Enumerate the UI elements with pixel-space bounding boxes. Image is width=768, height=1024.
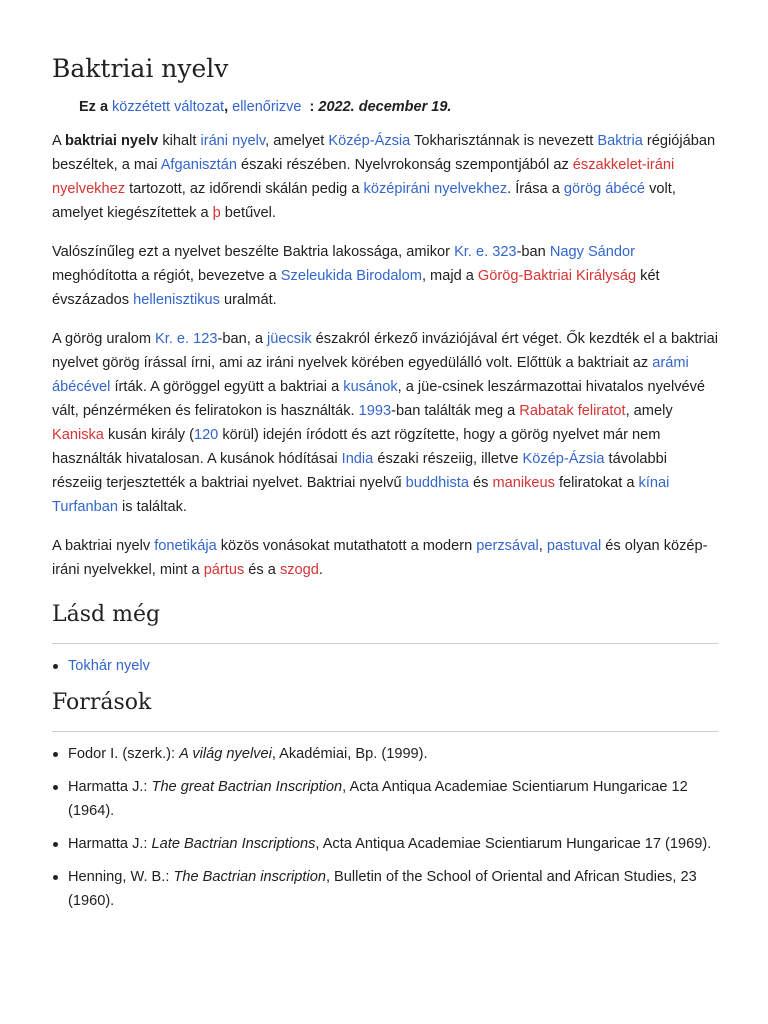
work-title: A világ nyelvei: [179, 746, 272, 762]
text-run: , Akadémiai, Bp. (1999).: [271, 746, 428, 762]
wiki-link[interactable]: görög ábécé: [563, 181, 646, 197]
wiki-link[interactable]: arámi ábécével: [52, 355, 689, 395]
wiki-link[interactable]: Kaniska: [52, 427, 104, 443]
wiki-link[interactable]: Nagy Sándor: [549, 244, 636, 260]
text-run: -ban: [516, 244, 550, 260]
text-run: , Bulletin of the School of Oriental and African Studies, 23 (1960).: [68, 869, 697, 909]
section-divider: [52, 731, 718, 732]
text-run: -ban találták meg a: [391, 403, 520, 419]
revision-notice: [79, 99, 451, 115]
wiki-link[interactable]: szogd: [279, 562, 319, 578]
section-divider: [52, 643, 718, 644]
text-run: régiójában beszéltek, a mai: [52, 133, 716, 173]
text-run: tartozott, az időrendi skálán pedig a: [125, 181, 364, 197]
text-run: északi részeiig, illetve: [373, 451, 523, 467]
text-run: A görög uralom: [52, 331, 156, 347]
published-version-link[interactable]: közzétett változat: [112, 99, 225, 115]
text-run: -ban, a: [217, 331, 268, 347]
wiki-link[interactable]: északkelet-iráni nyelvekhez: [52, 157, 675, 197]
text-run: körül) idején íródott és azt rögzítette, hogy a görög nyelvet már nem használták hivatalosan. A kusánok hódításai: [52, 427, 661, 467]
revision-colon: :: [309, 99, 315, 115]
text-run: északról érkező inváziójával ért véget. Ők kezdték el a baktriai nyelvet görög írással írni, ami az iráni nyelvek körében egyedülálló volt. Előttük a baktriait az: [52, 331, 719, 371]
text-run: Tokharisztánnak is nevezett: [410, 133, 598, 149]
text-run: is találtak.: [118, 499, 187, 515]
text-run: távolabbi részeiig terjesztették a baktriai nyelvet. Baktriai nyelvű: [52, 451, 667, 491]
wiki-link[interactable]: hellenisztikus: [133, 292, 220, 308]
see-also-link[interactable]: Tokhár nyelv: [68, 658, 150, 674]
page-title: Baktriai nyelv: [52, 54, 229, 83]
work-title: Late Bactrian Inscriptions: [151, 836, 316, 852]
text-run: .: [318, 562, 323, 578]
wiki-link[interactable]: Szeleukida Birodalom: [280, 268, 422, 284]
text-run: kihalt: [158, 133, 201, 149]
wiki-link[interactable]: perzsával: [476, 538, 539, 554]
list-item: [52, 832, 718, 856]
text-run: , amelyet: [265, 133, 329, 149]
wiki-link[interactable]: Afganisztán: [160, 157, 237, 173]
work-title: The Bactrian inscription: [173, 869, 326, 885]
wiki-link[interactable]: Kr. e. 323: [454, 244, 517, 260]
wiki-link[interactable]: 1993: [358, 403, 392, 419]
wiki-link[interactable]: Rabatak feliratot: [519, 403, 626, 419]
wiki-link[interactable]: Közép-Ázsia: [522, 451, 605, 467]
list-item: [52, 865, 718, 913]
text-run: , Acta Antiqua Academiae Scientiarum Hungaricae 12 (1964).: [68, 779, 688, 819]
work-title: The great Bactrian Inscription: [151, 779, 343, 795]
paragraph-history: [52, 240, 718, 312]
text-run: írták. A göröggel együtt a baktriai a: [110, 379, 344, 395]
text-run: és olyan közép-iráni nyelvekkel, mint a: [52, 538, 708, 578]
text-run: feliratokat a: [554, 475, 639, 491]
list-item: [52, 742, 718, 766]
text-run: és a: [244, 562, 280, 578]
wiki-link[interactable]: 120: [193, 427, 219, 443]
wiki-link[interactable]: Kr. e. 123: [155, 331, 218, 347]
wiki-link[interactable]: kusánok: [343, 379, 398, 395]
wiki-link[interactable]: középiráni nyelvekhez: [363, 181, 508, 197]
list-item: [52, 775, 718, 823]
text-run: A: [52, 133, 65, 149]
text-run: volt, amelyet kiegészítettek a: [52, 181, 676, 221]
wiki-link[interactable]: jüecsik: [267, 331, 312, 347]
wiki-link[interactable]: Közép-Ázsia: [328, 133, 411, 149]
sources-heading: Források: [52, 690, 152, 715]
wiki-link[interactable]: buddhista: [405, 475, 469, 491]
text-run: két évszázados: [52, 268, 660, 308]
wiki-link[interactable]: kínai Turfanban: [52, 475, 670, 515]
wiki-link[interactable]: Görög-Baktriai Királyság: [477, 268, 637, 284]
text-run: . Írása a: [507, 181, 564, 197]
paragraph-kushan: [52, 327, 718, 519]
sources-list: [52, 742, 718, 922]
revision-prefix: Ez a: [79, 99, 109, 115]
text-run: uralmát.: [219, 292, 277, 308]
text-run: és: [468, 475, 493, 491]
wiki-link[interactable]: manikeus: [492, 475, 555, 491]
text-run: betűvel.: [220, 205, 276, 221]
text-run: Fodor I. (szerk.):: [68, 746, 180, 762]
paragraph-intro: [52, 129, 718, 225]
wiki-link[interactable]: fonetikája: [154, 538, 217, 554]
wiki-link[interactable]: þ: [212, 205, 221, 221]
revision-date: 2022. december 19.: [318, 99, 452, 115]
wiki-link[interactable]: pártus: [203, 562, 245, 578]
text-run: , a jüe-csinek leszármazottai hivatalos nyelvévé vált, pénzérméken és feliratokon is használták.: [52, 379, 706, 419]
see-also-heading: Lásd még: [52, 602, 161, 627]
text-run: ,: [538, 538, 547, 554]
see-also-list: [52, 654, 718, 678]
text-run: , majd a: [421, 268, 478, 284]
text-run: Harmatta J.:: [68, 779, 152, 795]
text-run: közös vonásokat mutathatott a modern: [216, 538, 477, 554]
list-item: [52, 654, 718, 678]
bold-term: baktriai nyelv: [64, 133, 159, 149]
reviewed-link[interactable]: ellenőrizve: [232, 99, 302, 115]
text-run: kusán király (: [103, 427, 194, 443]
wiki-link[interactable]: India: [341, 451, 374, 467]
revision-sep: ,: [224, 99, 229, 115]
text-run: , amely: [625, 403, 673, 419]
text-run: meghódította a régiót, bevezetve a: [52, 268, 281, 284]
wiki-link[interactable]: pastuval: [546, 538, 602, 554]
text-run: Henning, W. B.:: [68, 869, 174, 885]
wiki-link[interactable]: iráni nyelv: [200, 133, 266, 149]
text-run: A baktriai nyelv: [52, 538, 155, 554]
text-run: Valószínűleg ezt a nyelvet beszélte Baktria lakossága, amikor: [52, 244, 455, 260]
wiki-link[interactable]: Baktria: [597, 133, 643, 149]
paragraph-phonetics: [52, 534, 718, 582]
text-run: Harmatta J.:: [68, 836, 152, 852]
text-run: északi részében. Nyelvrokonság szempontjából az: [236, 157, 573, 173]
text-run: , Acta Antiqua Academiae Scientiarum Hungaricae 17 (1969).: [315, 836, 712, 852]
